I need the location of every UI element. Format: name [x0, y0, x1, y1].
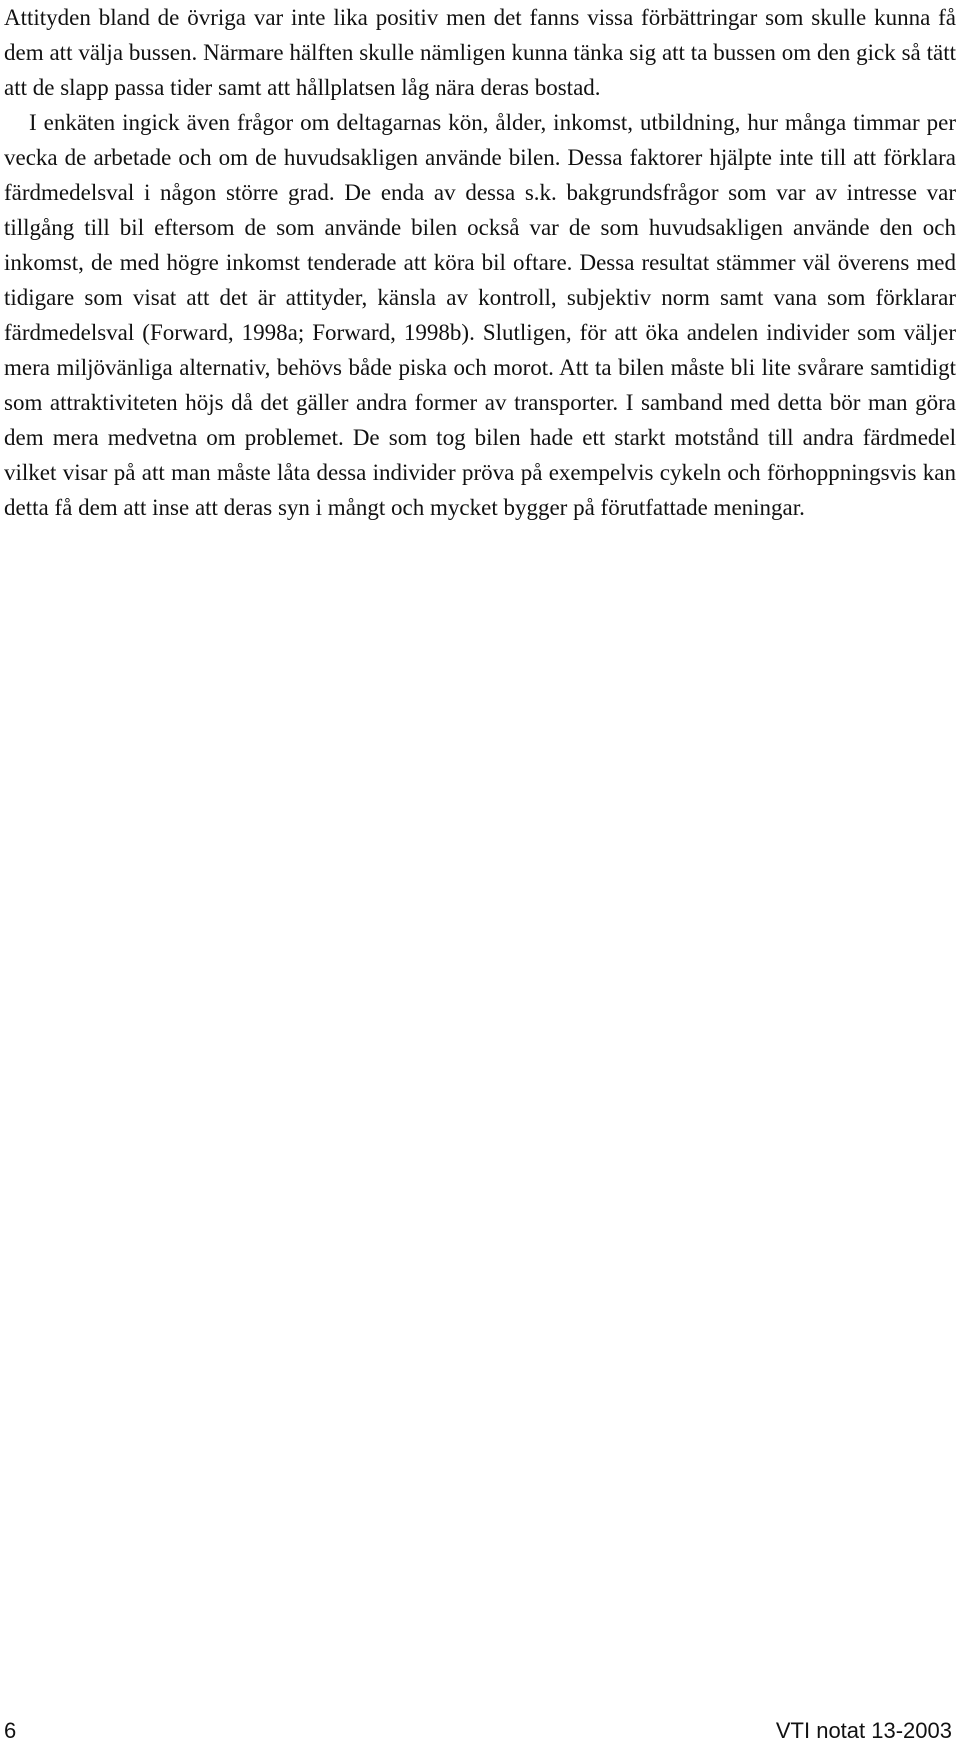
page-number: 6 [4, 1718, 17, 1743]
paragraph-survey-results: I enkäten ingick även frågor om deltagarnas kön, ålder, inkomst, utbildning, hur många timmar per vecka de arbetade och om de huvudsakligen använde bilen. Dessa faktorer hjälpte inte till att förklara färdmedelsval i någon större grad. De enda av dessa s.k. bakgrundsfrågor som var av intresse var tillgång till bil eftersom de som använde bilen också var de som huvudsakligen använde den och inkomst, de med högre inkomst tenderade att köra bil oftare. Dessa resultat stämmer väl överens med tidigare som visat att det är attityder, känsla av kontroll, subjektiv norm samt vana som förklarar färdmedelsval (Forward, 1998a; Forward, 1998b). Slutligen, för att öka andelen individer som väljer mera miljövänliga alternativ, behövs både piska och morot. Att ta bilen måste bli lite svårare samtidigt som attraktiviteten höjs då det gäller andra former av transporter. I samband med detta bör man göra dem mera medvetna om problemet. De som tog bilen hade ett starkt motstånd till andra färdmedel vilket visar på att man måste låta dessa individer pröva på exempelvis cykeln och förhoppningsvis kan detta få dem att inse att deras syn i mångt och mycket bygger på förutfattade meningar. [4, 110, 956, 520]
document-id: VTI notat 13-2003 [775, 1718, 952, 1743]
body-text [4, 0, 956, 525]
page-footer [0, 1712, 952, 1752]
paragraph-attitude: Attityden bland de övriga var inte lika positiv men det fanns vissa förbättringar som skulle kunna få dem att välja bussen. Närmare hälften skulle nämligen kunna tänka sig att ta bussen om den gick så tätt att de slapp passa tider samt att hållplatsen låg nära deras bostad. [4, 5, 956, 100]
